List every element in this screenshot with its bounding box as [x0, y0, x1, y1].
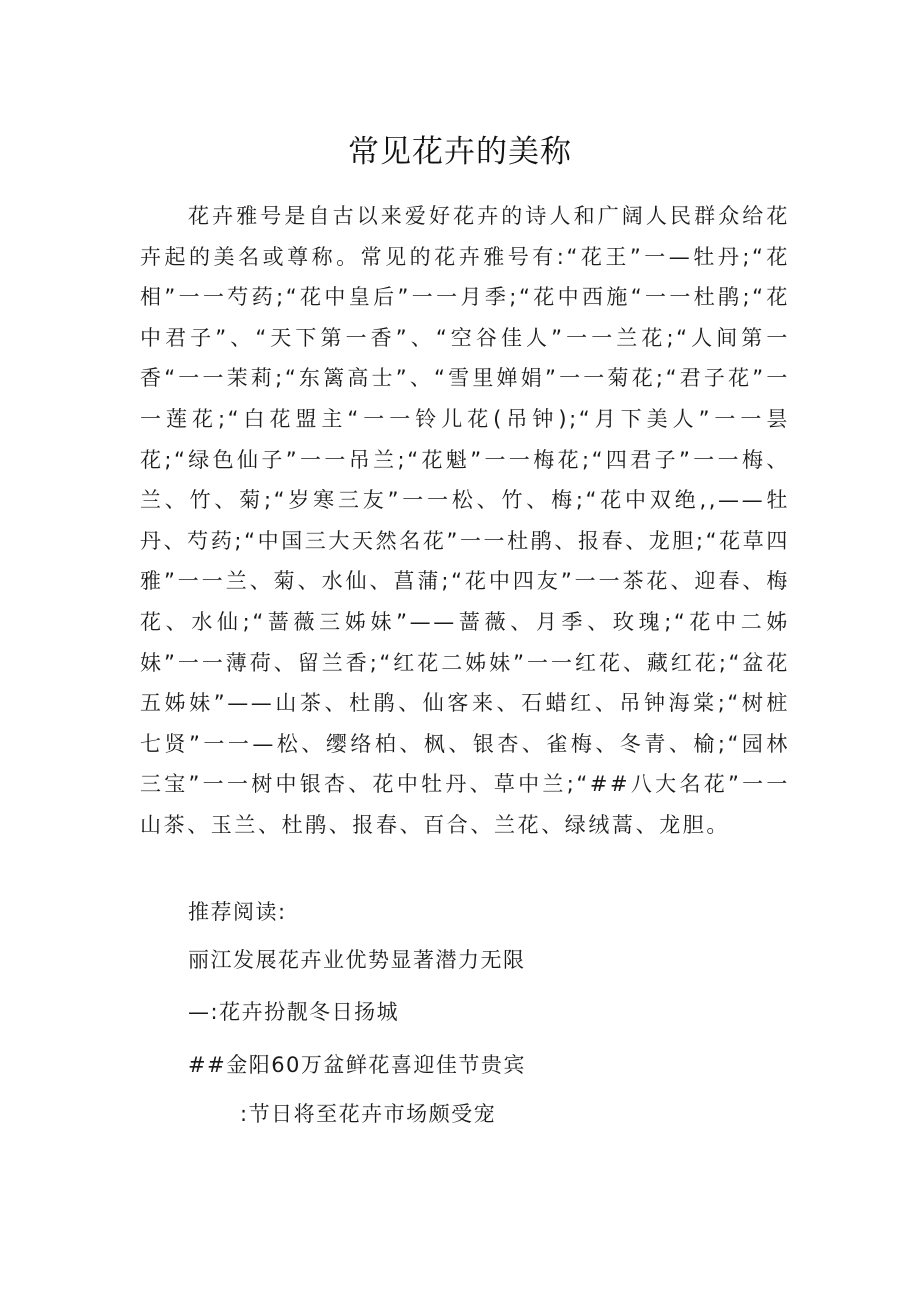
body-paragraph: 花卉雅号是自古以来爱好花卉的诗人和广阔人民群众给花卉起的美名或尊称。常见的花卉雅号有:“花王”一—牡丹;“花相”一一芍药;“花中皇后”一一月季;“花中西施“一一杜鹃;“花中君子”、“天下第一香”、“空谷佳人”一一兰花;“人间第一香“一一茉莉;“东篱高士”、“雪里婵娟”一一菊花;“君子花”一一莲花;“白花盟主“一一铃儿花(吊钟);“月下美人”一一昙花;“绿色仙子”一一吊兰;“花魁”一一梅花;“四君子”一一梅、兰、竹、菊;“岁寒三友”一一松、竹、梅;“花中双绝,,——牡丹、芍药;“中国三大天然名花”一一杜鹃、报春、龙胆;“花草四雅”一一兰、菊、水仙、菖蒲;“花中四友”一一茶花、迎春、梅花、水仙;“蔷薇三姊妹”——蔷薇、月季、玫瑰;“花中二姊妹”一一薄荷、留兰香;“红花二姊妹”一一红花、藏红花;“盆花五姊妹”——山茶、杜鹃、仙客来、石蜡红、吊钟海棠;“树桩七贤”一一—松、缨络柏、枫、银杏、雀梅、冬青、榆;“园林三宝”一一树中银杏、花中牡丹、草中兰;“##八大名花”一一山茶、玉兰、杜鹃、报春、百合、兰花、绿绒蒿、龙胆。 — [140, 204, 790, 837]
document-title: 常见花卉的美称 — [348, 134, 572, 170]
recommended-item: 丽江发展花卉业优势显著潜力无限 — [188, 948, 526, 972]
recommended-item: —:花卉扮靓冬日扬城 — [188, 1000, 400, 1024]
recommended-item: ##金阳60万盆鲜花喜迎佳节贵宾 — [188, 1053, 526, 1077]
recommended-item: :节日将至花卉市场颇受宠 — [240, 1102, 497, 1126]
recommended-heading: 推荐阅读: — [188, 900, 287, 924]
